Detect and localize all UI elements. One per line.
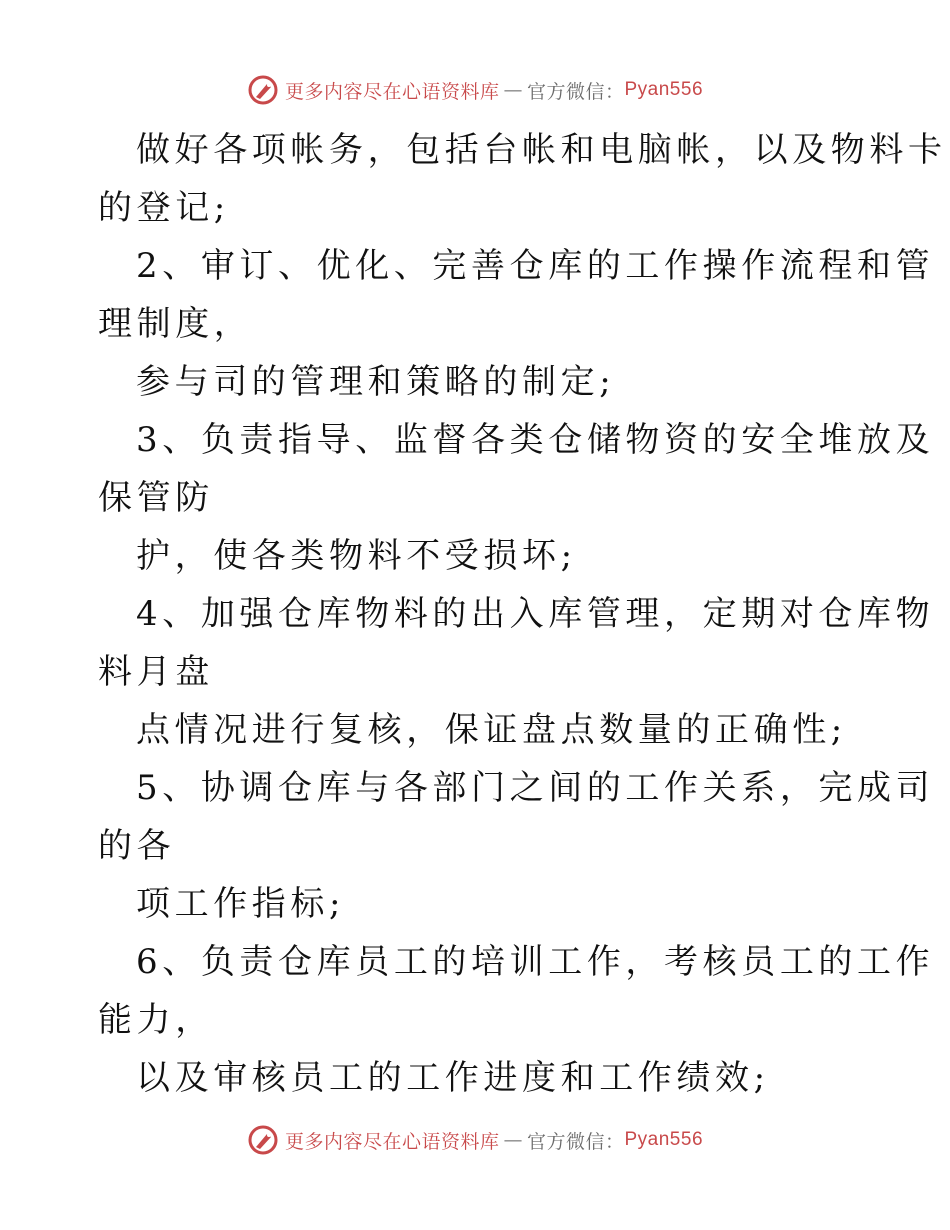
watermark-left-text: 更多内容尽在心语资料库 xyxy=(284,80,500,103)
body-line-11: 点情况进行复核，保证盘点数量的正确性; xyxy=(136,710,847,750)
body-line-17: 以及审核员工的工作进度和工作绩效; xyxy=(136,1058,770,1098)
watermark-right-text: 官方微信： xyxy=(526,1130,625,1153)
watermark-left-text: 更多内容尽在心语资料库 xyxy=(284,1130,500,1153)
watermark-right-text: 官方微信： xyxy=(526,80,625,103)
pen-nib-circle-icon xyxy=(247,1124,279,1156)
body-line-7: 保管防 xyxy=(98,478,214,518)
footer-watermark xyxy=(0,1120,950,1160)
body-line-9: 4、加强仓库物料的出入库管理，定期对仓库物 xyxy=(136,594,935,634)
body-line-6: 3、负责指导、监督各类仓储物资的安全堆放及 xyxy=(136,420,935,460)
body-line-16: 能力， xyxy=(98,1000,214,1040)
body-line-13: 的各 xyxy=(98,826,176,866)
watermark-wechat-id: Pyan556 xyxy=(624,79,704,100)
watermark-separator: — xyxy=(503,1129,523,1151)
pen-nib-circle-icon xyxy=(247,74,279,106)
header-watermark xyxy=(0,70,950,110)
body-line-1: 做好各项帐务，包括台帐和电脑帐，以及物料卡 xyxy=(136,130,947,170)
body-line-14: 项工作指标; xyxy=(136,884,346,924)
body-line-2: 的登记; xyxy=(98,188,230,228)
body-line-10: 料月盘 xyxy=(98,652,214,692)
body-line-8: 护，使各类物料不受损坏; xyxy=(136,536,577,576)
body-line-4: 理制度， xyxy=(98,304,253,344)
body-line-15: 6、负责仓库员工的培训工作，考核员工的工作 xyxy=(136,942,935,982)
watermark-wechat-id: Pyan556 xyxy=(624,1129,704,1150)
body-line-3: 2、审订、优化、完善仓库的工作操作流程和管 xyxy=(136,246,935,286)
watermark-separator: — xyxy=(503,79,523,101)
body-line-12: 5、协调仓库与各部门之间的工作关系，完成司 xyxy=(136,768,935,808)
body-line-5: 参与司的管理和策略的制定; xyxy=(136,362,616,402)
